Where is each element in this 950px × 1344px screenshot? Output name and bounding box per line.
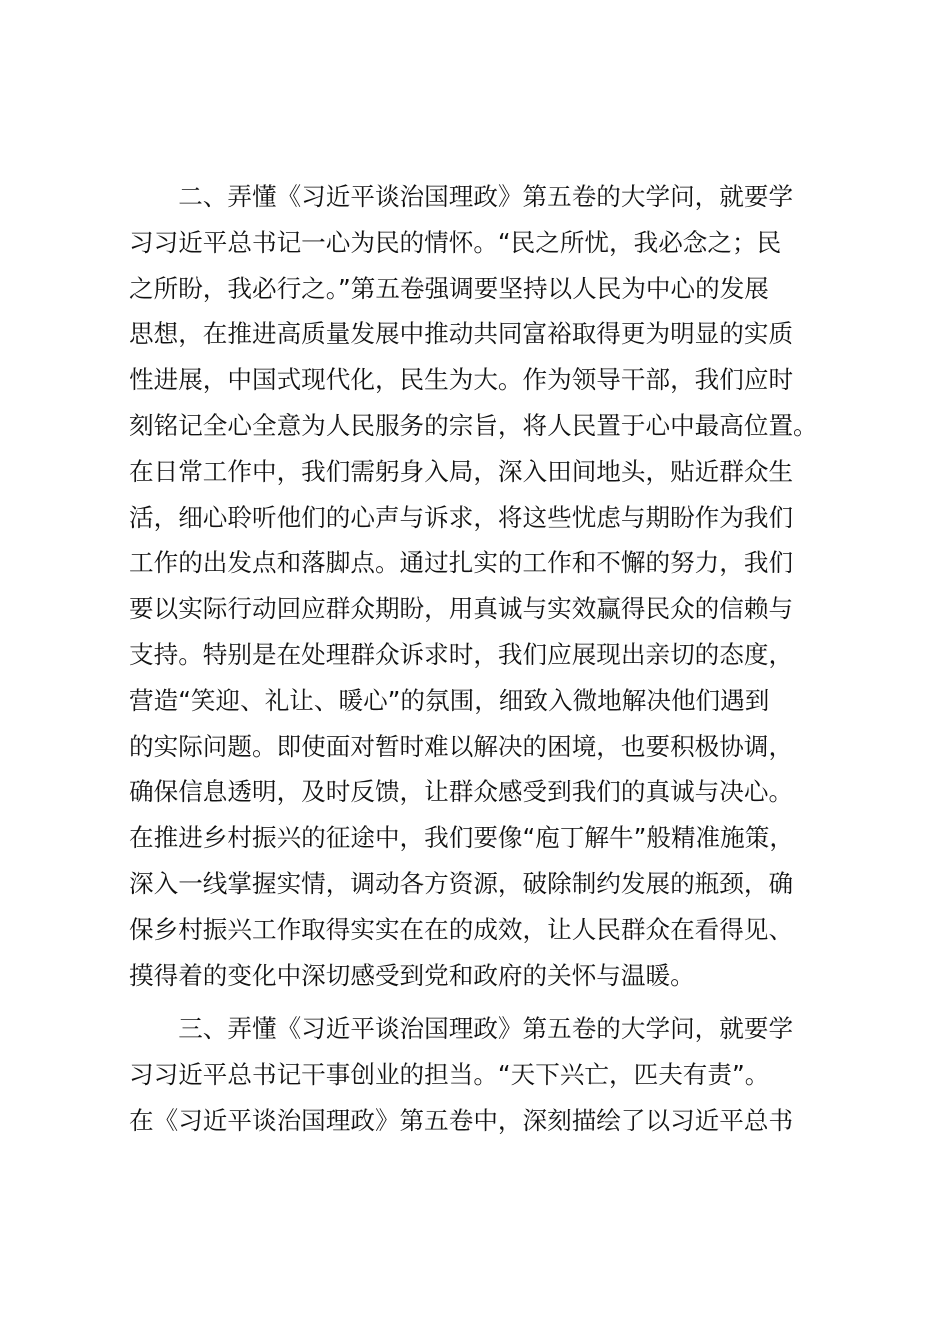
text-line: 保乡村振兴工作取得实实在在的成效，让人民群众在看得见、 — [129, 914, 794, 944]
text-line: 思想，在推进高质量发展中推动共同富裕取得更为明显的实质 — [129, 319, 794, 349]
text-line: 在日常工作中，我们需躬身入局，深入田间地头，贴近群众生 — [129, 456, 794, 486]
text-line: 要以实际行动回应群众期盼，用真诚与实效赢得民众的信赖与 — [129, 594, 794, 624]
text-line: 性进展，中国式现代化，民生为大。作为领导干部，我们应时 — [129, 365, 794, 395]
text-line: 在《习近平谈治国理政》第五卷中，深刻描绘了以习近平总书 — [129, 1105, 794, 1135]
text-line: 刻铭记全心全意为人民服务的宗旨，将人民置于心中最高位置。 — [129, 410, 818, 440]
text-line: 在推进乡村振兴的征途中，我们要像“庖丁解牛”般精准施策， — [129, 823, 794, 853]
text-line: 活，细心聆听他们的心声与诉求，将这些忧虑与期盼作为我们 — [129, 502, 794, 532]
text-line: 之所盼，我必行之。”第五卷强调要坚持以人民为中心的发展 — [129, 273, 769, 303]
text-line: 习习近平总书记干事创业的担当。“天下兴亡，匹夫有责”。 — [129, 1060, 770, 1090]
text-line: 工作的出发点和落脚点。通过扎实的工作和不懈的努力，我们 — [129, 548, 794, 578]
text-line: 的实际问题。即使面对暂时难以解决的困境，也要积极协调， — [129, 731, 794, 761]
text-line: 二、弄懂《习近平谈治国理政》第五卷的大学问，就要学 — [129, 182, 794, 211]
text-line: 摸得着的变化中深切感受到党和政府的关怀与温暖。 — [129, 960, 695, 990]
paragraph-3 — [129, 1006, 849, 1143]
text-line: 支持。特别是在处理群众诉求时，我们应展现出亲切的态度， — [129, 639, 794, 669]
text-line: 三、弄懂《习近平谈治国理政》第五卷的大学问，就要学 — [129, 1014, 794, 1044]
text-line: 深入一线掌握实情，调动各方资源，破除制约发展的瓶颈，确 — [129, 868, 794, 898]
document-body — [129, 174, 849, 1144]
paragraph-2 — [129, 174, 849, 998]
text-line: 确保信息透明，及时反馈，让群众感受到我们的真诚与决心。 — [129, 777, 794, 807]
text-line: 营造“笑迎、礼让、暖心”的氛围，细致入微地解决他们遇到 — [129, 685, 770, 715]
text-line: 习习近平总书记一心为民的情怀。“民之所忧，我必念之；民 — [129, 227, 782, 257]
